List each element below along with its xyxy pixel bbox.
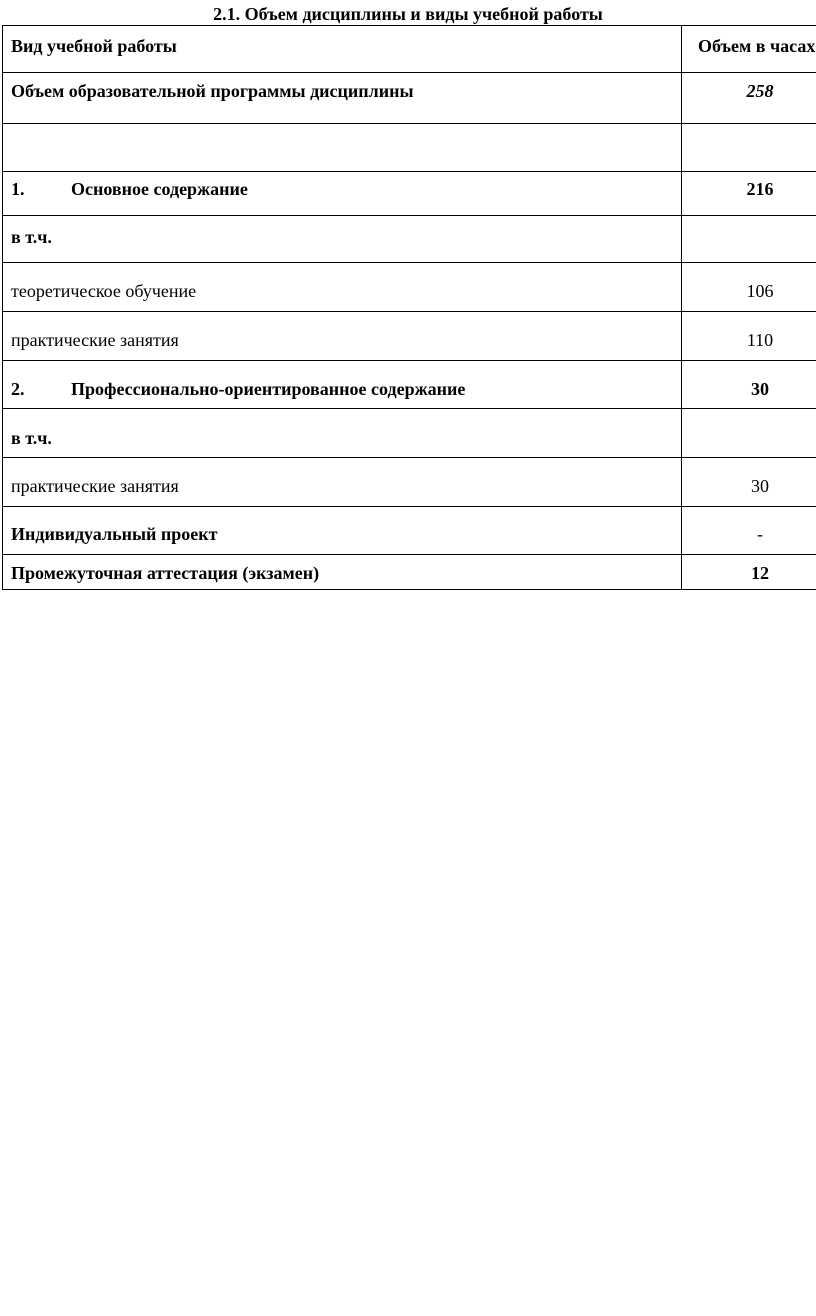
row-label-cell [3,172,682,216]
row-label-cell [3,458,682,507]
row-value-cell [682,507,816,555]
row-label: Объем образовательной программы дисциплины [11,81,414,101]
row-label: Индивидуальный проект [11,524,218,544]
row-label-cell [3,73,682,124]
row-value-cell [682,263,816,312]
row-value-cell [682,555,816,590]
row-value-cell [682,409,816,458]
row-label: Профессионально-ориентированное содержание [71,379,466,399]
row-value-cell [682,216,816,263]
row-value: 258 [746,81,774,101]
row-value: 216 [746,179,774,199]
row-label: в т.ч. [11,227,52,247]
header-label: Вид учебной работы [11,36,177,56]
row-label: практические занятия [11,476,179,496]
table-row [3,361,816,409]
row-value: - [757,524,763,544]
table-header-row [3,26,816,73]
row-label: Основное содержание [71,179,248,199]
row-number: 1. [11,179,25,199]
row-value-cell [682,361,816,409]
table-row [3,216,816,263]
section-title: 2.1. Объем дисциплины и виды учебной работы [213,4,603,24]
row-label-cell [3,124,682,172]
row-label: в т.ч. [11,428,52,448]
row-label-cell [3,409,682,458]
row-label-cell [3,312,682,361]
row-label-cell [3,507,682,555]
table-row [3,507,816,555]
row-value: 106 [746,281,774,301]
table-row [3,458,816,507]
row-value-cell [682,458,816,507]
row-label: Промежуточная аттестация (экзамен) [11,563,320,583]
row-value: 110 [746,330,774,350]
row-value-cell [682,312,816,361]
header-label: Объем в часах [698,36,816,56]
row-label-cell [3,263,682,312]
row-label-cell [3,216,682,263]
row-label-cell [3,361,682,409]
header-cell-hours [682,26,816,73]
row-value: 30 [751,379,769,399]
row-label: практические занятия [11,330,179,350]
row-value-cell [682,124,816,172]
row-label: теоретическое обучение [11,281,197,301]
table-row [3,312,816,361]
table-row [3,555,816,590]
row-value: 12 [751,563,769,583]
row-value-cell [682,172,816,216]
row-label-cell [3,555,682,590]
row-value: 30 [751,476,769,496]
table-row [3,124,816,172]
row-value-cell [682,73,816,124]
table-row [3,263,816,312]
table-row [3,172,816,216]
row-number: 2. [11,379,25,399]
table-row [3,73,816,124]
header-cell-work-type [3,26,682,73]
table-row [3,409,816,458]
study-workload-table [2,25,816,590]
